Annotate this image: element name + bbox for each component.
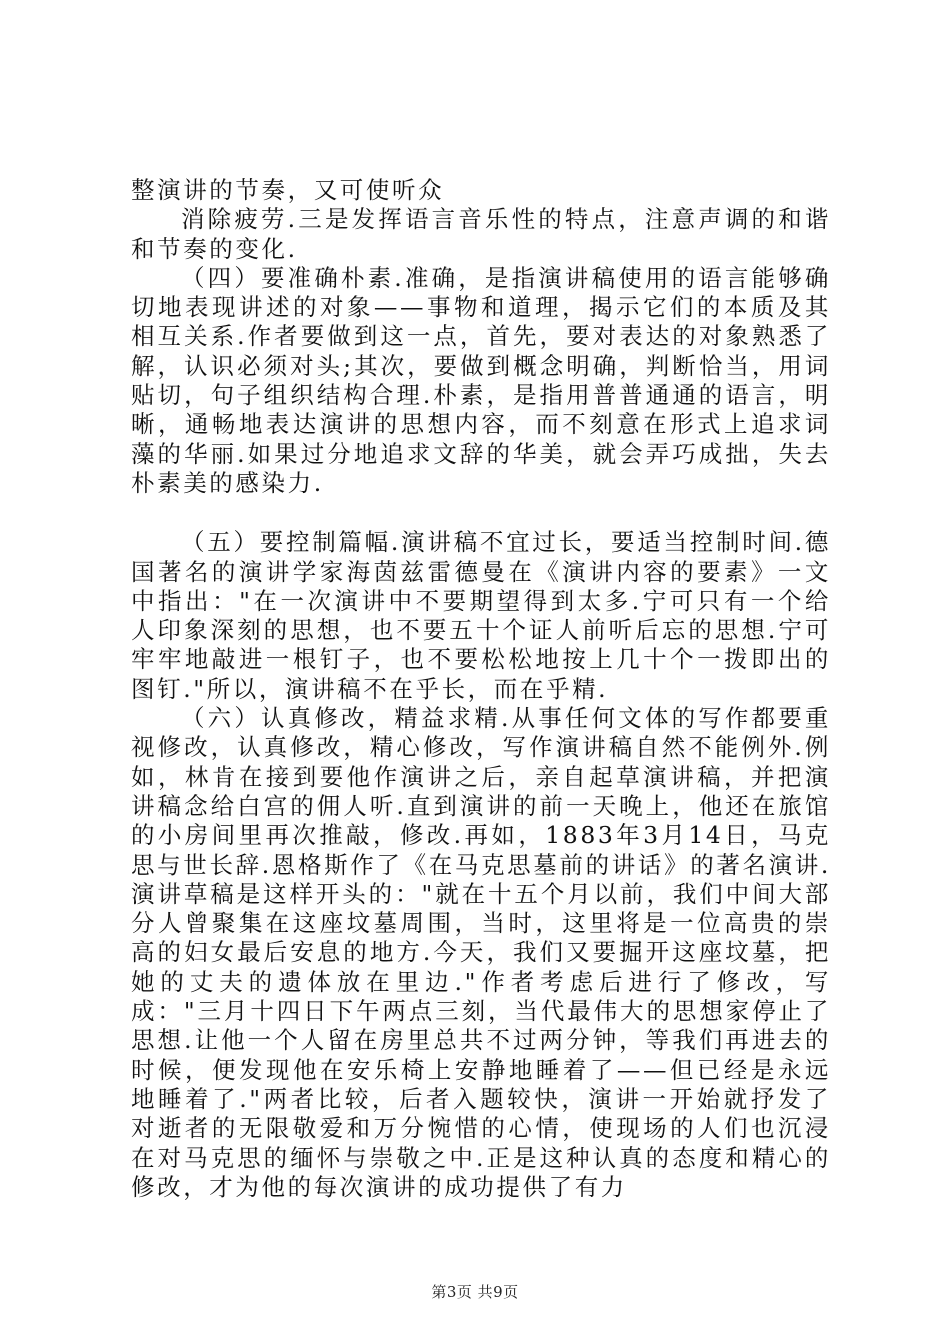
paragraph-continued: 整演讲的节奏，又可使听众 (131, 176, 445, 204)
paragraph-section-5: （五）要控制篇幅.演讲稿不宜过长，要适当控制时间.德国著名的演讲学家海茵兹雷德曼在《演讲内容的要素》一文中指出："在一次演讲中不要期望得到太多.宁可只有一个给人印象深刻的思想，也不要五十个证人前听后忘的思想.宁可牢牢地敲进一根钉子，也不要松松地按上几十个一拨即出的图钉."所以，演讲稿不在乎长，而在乎精. (131, 528, 831, 703)
page-number-footer: 第3页 共9页 (431, 1283, 519, 1301)
paragraph-spacer (131, 498, 831, 528)
paragraph-section-4: （四）要准确朴素.准确，是指演讲稿使用的语言能够确切地表现讲述的对象——事物和道理，揭示它们的本质及其相互关系.作者要做到这一点，首先，要对表达的对象熟悉了解，认识必须对头;其次，要做到概念明确，判断恰当，用词贴切，句子组织结构合理.朴素，是指用普普通通的语言，明晰，通畅地表达演讲的思想内容，而不刻意在形式上追求词藻的华丽.如果过分地追求文辞的华美，就会弄巧成拙，失去朴素美的感染力. (131, 263, 831, 497)
document-body (131, 176, 831, 1202)
paragraph-fatigue: 消除疲劳.三是发挥语言音乐性的特点，注意声调的和谐和节奏的变化. (131, 205, 831, 263)
paragraph-section-6: （六）认真修改，精益求精.从事任何文体的写作都要重视修改，认真修改，精心修改，写作演讲稿自然不能例外.例如，林肯在接到要他作演讲之后，亲自起草演讲稿，并把演讲稿念给白宫的佣人听.直到演讲的前一天晚上，他还在旅馆的小房间里再次推敲，修改.再如，1883年3月14日，马克思与世长辞.恩格斯作了《在马克思墓前的讲话》的著名演讲.演讲草稿是这样开头的："就在十五个月以前，我们中间大部分人曾聚集在这座坟墓周围，当时，这里将是一位高贵的崇高的妇女最后安息的地方.今天，我们又要掘开这座坟墓，把她的丈夫的遗体放在里边."作者考虑后进行了修改，写成："三月十四日下午两点三刻，当代最伟大的思想家停止了思想.让他一个人留在房里总共不过两分钟，等我们再进去的时候，便发现他在安乐椅上安静地睡着了——但已经是永远地睡着了."两者比较，后者入题较快，演讲一开始就抒发了对逝者的无限敬爱和万分惋惜的心情，使现场的人们也沉浸在对马克思的缅怀与崇敬之中.正是这种认真的态度和精心的修改，才为他的每次演讲的成功提供了有力 (131, 704, 831, 1201)
